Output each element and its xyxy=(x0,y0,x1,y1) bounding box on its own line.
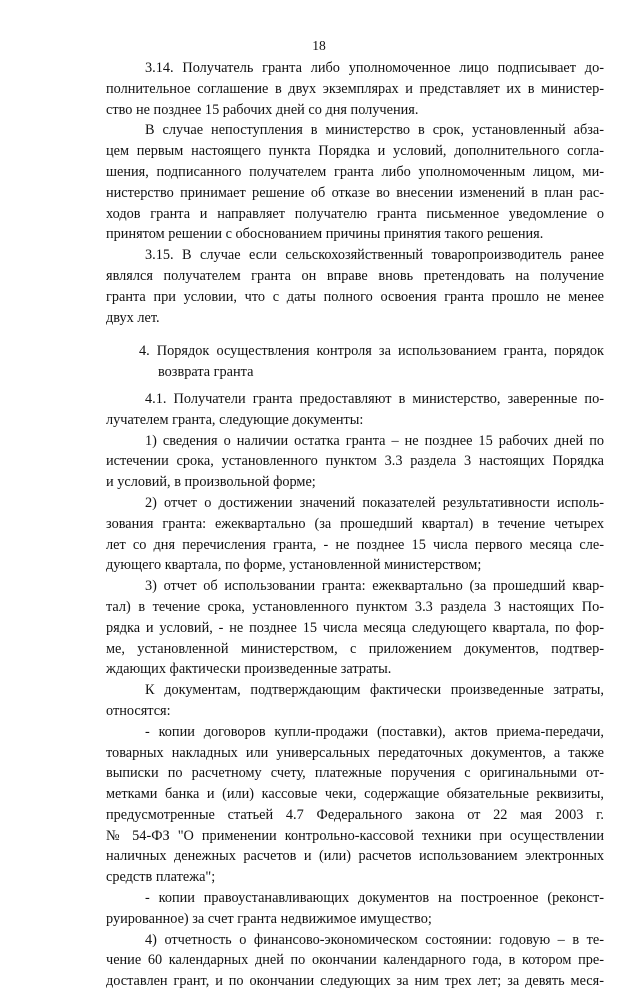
heading-line: возврата гранта xyxy=(158,364,254,381)
text-line: доставлен грант, и по окончании следующих за ним трех лет; за девять меся- xyxy=(106,973,604,990)
text-line: - копии правоустанавливающих документов на построенное (реконст- xyxy=(145,890,604,907)
text-line: руированное) за счет гранта недвижимое имущество; xyxy=(106,910,432,927)
text-line: зования гранта: ежеквартально (за прошедший квартал) в течение четырех xyxy=(106,515,604,532)
list-item-2 xyxy=(106,493,604,576)
dash-item-contracts xyxy=(106,722,604,888)
list-item-4 xyxy=(106,930,604,992)
list-item-3 xyxy=(106,576,604,680)
text-line: наличных денежных расчетов и (или) расчетов использованием электронных xyxy=(106,848,604,865)
text-line: выписки по расчетному счету, платежные поручения с оригинальными от- xyxy=(106,765,604,782)
text-line: чение 60 календарных дней по окончании календарного года, в котором пре- xyxy=(106,952,604,969)
page-number: 18 xyxy=(312,38,326,53)
dash-item-property xyxy=(106,888,604,930)
list-item-1 xyxy=(106,431,604,493)
text-line: ство не позднее 15 рабочих дней со дня получения. xyxy=(106,101,419,118)
text-line: нистерство принимает решение об отказе во внесении изменений в план рас- xyxy=(106,184,604,201)
paragraph-non-receipt xyxy=(106,120,604,245)
heading-line: 4. Порядок осуществления контроля за использованием гранта, порядок xyxy=(139,343,604,360)
text-line: средств платежа"; xyxy=(106,869,216,886)
text-line: В случае непоступления в министерство в срок, установленный абза- xyxy=(145,122,604,139)
text-line: полнительное соглашение в двух экземплярах и представляет их в министер- xyxy=(106,80,604,97)
text-line: № 54-ФЗ "О применении контрольно-кассовой техники при осуществлении xyxy=(106,827,604,844)
text-line: товарных накладных или универсальных передаточных документов, а также xyxy=(106,744,604,761)
text-line: метками банка и (или) кассовые чеки, содержащие обязательные реквизиты, xyxy=(106,786,604,803)
text-line: принятом решении с обоснованием причины принятия такого решения. xyxy=(106,226,544,243)
text-line: двух лет. xyxy=(106,309,160,326)
section-4-heading xyxy=(106,341,604,383)
text-line: ме, установленной министерством, с приложением документов, подтвер- xyxy=(106,640,604,657)
text-line: лучателем гранта, следующие документы: xyxy=(106,411,364,428)
text-line: шения, подписанного получателем гранта либо уполномоченным лицом, ми- xyxy=(106,163,604,180)
text-line: 3.15. В случае если сельскохозяйственный товаропроизводитель ранее xyxy=(145,247,604,264)
text-line: относятся: xyxy=(106,702,171,719)
text-line: предусмотренные статьей 4.7 Федерального закона от 22 мая 2003 г. xyxy=(106,806,604,823)
text-line: ходов гранта и направляет получателю гранта письменное уведомление о xyxy=(106,205,604,222)
text-line: и условий, в произвольной форме; xyxy=(106,474,316,491)
text-line: 3) отчет об использовании гранта: ежеквартально (за прошедший квар- xyxy=(145,578,604,595)
text-line: 4.1. Получатели гранта предоставляют в министерство, заверенные по- xyxy=(145,390,604,407)
text-line: рядка и условий, - не позднее 15 числа месяца следующего квартала, по фор- xyxy=(106,619,604,636)
text-line: 2) отчет о достижении значений показателей результативности исполь- xyxy=(145,494,604,511)
paragraph-4-1 xyxy=(106,389,604,431)
text-line: К документам, подтверждающим фактически произведенные затраты, xyxy=(145,682,604,699)
text-line: ждающих фактически произведенные затраты. xyxy=(106,661,392,678)
text-line: тал) в течение срока, установленного пунктом 3.3 раздела 3 настоящих По- xyxy=(106,598,604,615)
text-line: являлся получателем гранта он вправе вновь претендовать на получение xyxy=(106,267,604,284)
text-line: - копии договоров купли-продажи (поставки), актов приема-передачи, xyxy=(145,723,604,740)
text-line: истечении срока, установленного пунктом 3.3 раздела 3 настоящих Порядка xyxy=(106,453,604,470)
paragraph-3-14 xyxy=(106,58,604,120)
text-line: 4) отчетность о финансово-экономическом состоянии: годовую – в те- xyxy=(145,931,604,948)
document-body xyxy=(106,58,604,992)
text-line: дующего квартала, по форме, установленной министерством; xyxy=(106,557,482,574)
text-line: цем первым настоящего пункта Порядка и условий, дополнительного согла- xyxy=(106,143,604,160)
text-line: 1) сведения о наличии остатка гранта – не позднее 15 рабочих дней по xyxy=(145,432,604,449)
text-line: гранта при условии, что с даты полного освоения гранта прошло не менее xyxy=(106,288,604,305)
paragraph-3-15 xyxy=(106,245,604,328)
text-line: лет со дня перечисления гранта, - не позднее 15 числа первого месяца сле- xyxy=(106,536,604,553)
paragraph-documents-intro xyxy=(106,680,604,722)
text-line: 3.14. Получатель гранта либо уполномоченное лицо подписывает до- xyxy=(145,60,604,76)
